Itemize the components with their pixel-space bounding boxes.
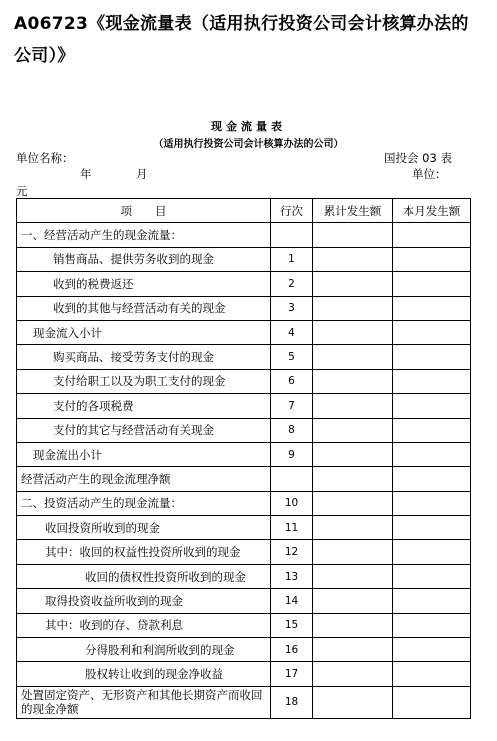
row-current-month-amount[interactable] [393, 662, 471, 686]
row-cumulative-amount[interactable] [313, 564, 393, 588]
row-line-number: 1 [271, 247, 313, 271]
row-line-number: 17 [271, 662, 313, 686]
row-item-label: 其中：收回的权益性投资所收到的现金 [17, 540, 271, 564]
row-cumulative-amount[interactable] [313, 247, 393, 271]
row-current-month-amount[interactable] [393, 320, 471, 344]
row-line-number: 13 [271, 564, 313, 588]
currency-label: 元 [16, 184, 28, 198]
row-current-month-amount[interactable] [393, 467, 471, 491]
row-line-number: 7 [271, 394, 313, 418]
row-item-label: 收到的税费返还 [17, 272, 271, 296]
row-line-number: 9 [271, 442, 313, 466]
row-line-number: 11 [271, 516, 313, 540]
row-item-label: 购买商品、接受劳务支付的现金 [17, 345, 271, 369]
form-number: 国投会 03 表 [384, 151, 452, 165]
table-row [17, 272, 471, 296]
row-cumulative-amount[interactable] [313, 272, 393, 296]
table-row [17, 540, 471, 564]
table-header-row [17, 199, 471, 223]
row-current-month-amount[interactable] [393, 369, 471, 393]
row-current-month-amount[interactable] [393, 345, 471, 369]
row-current-month-amount[interactable] [393, 540, 471, 564]
table-body [17, 223, 471, 718]
table-row [17, 662, 471, 686]
form-subtitle: （适用执行投资公司会计核算办法的公司） [153, 139, 344, 150]
row-current-month-amount[interactable] [393, 686, 471, 718]
table-row [17, 564, 471, 588]
row-cumulative-amount[interactable] [313, 223, 393, 247]
row-cumulative-amount[interactable] [313, 418, 393, 442]
table-row [17, 394, 471, 418]
row-cumulative-amount[interactable] [313, 320, 393, 344]
row-cumulative-amount[interactable] [313, 589, 393, 613]
row-cumulative-amount[interactable] [313, 442, 393, 466]
unit-label: 单位： [412, 167, 447, 181]
table-row [17, 467, 471, 491]
row-item-label: 销售商品、提供劳务收到的现金 [17, 247, 271, 271]
row-line-number: 5 [271, 345, 313, 369]
row-line-number [271, 223, 313, 247]
document-heading: A06723《现金流量表（适用执行投资公司会计核算办法的公司）》 [14, 14, 469, 66]
row-line-number: 8 [271, 418, 313, 442]
cash-flow-table [16, 198, 471, 719]
row-item-label: 二、投资活动产生的现金流量： [17, 491, 271, 515]
row-item-label: 股权转让收到的现金净收益 [17, 662, 271, 686]
row-cumulative-amount[interactable] [313, 491, 393, 515]
table-row [17, 442, 471, 466]
row-current-month-amount[interactable] [393, 296, 471, 320]
row-current-month-amount[interactable] [393, 638, 471, 662]
table-row [17, 418, 471, 442]
row-item-label: 现金流出小计 [17, 442, 271, 466]
table-row [17, 345, 471, 369]
row-item-label: 支付的其它与经营活动有关现金 [17, 418, 271, 442]
row-item-label: 其中：收到的存、贷款利息 [17, 613, 271, 637]
table-row [17, 613, 471, 637]
row-current-month-amount[interactable] [393, 418, 471, 442]
row-cumulative-amount[interactable] [313, 345, 393, 369]
unit-name-label: 单位名称： [16, 151, 74, 165]
row-item-label: 收回投资所收到的现金 [17, 516, 271, 540]
row-item-label: 取得投资收益所收到的现金 [17, 589, 271, 613]
row-current-month-amount[interactable] [393, 272, 471, 296]
table-row [17, 491, 471, 515]
row-cumulative-amount[interactable] [313, 369, 393, 393]
row-cumulative-amount[interactable] [313, 662, 393, 686]
table-row [17, 589, 471, 613]
row-current-month-amount[interactable] [393, 247, 471, 271]
row-item-label: 分得股利和利润所收到的现金 [17, 638, 271, 662]
row-item-label: 收到的其他与经营活动有关的现金 [17, 296, 271, 320]
row-line-number: 12 [271, 540, 313, 564]
row-cumulative-amount[interactable] [313, 467, 393, 491]
table-row [17, 638, 471, 662]
table-row [17, 296, 471, 320]
row-line-number: 6 [271, 369, 313, 393]
row-current-month-amount[interactable] [393, 394, 471, 418]
row-cumulative-amount[interactable] [313, 516, 393, 540]
header-current-month: 本月发生额 [393, 199, 471, 223]
table-row [17, 223, 471, 247]
table-row [17, 369, 471, 393]
row-line-number: 10 [271, 491, 313, 515]
row-item-label: 支付的各项税费 [17, 394, 271, 418]
row-line-number: 16 [271, 638, 313, 662]
row-current-month-amount[interactable] [393, 442, 471, 466]
row-item-label: 处置固定资产、无形资产和其他长期资产而收回的现金净额 [17, 686, 271, 718]
row-line-number [271, 467, 313, 491]
row-cumulative-amount[interactable] [313, 686, 393, 718]
row-current-month-amount[interactable] [393, 613, 471, 637]
row-cumulative-amount[interactable] [313, 540, 393, 564]
form-title: 现金流量表 [211, 120, 286, 133]
table-row [17, 516, 471, 540]
table-row [17, 686, 471, 718]
row-cumulative-amount[interactable] [313, 638, 393, 662]
row-line-number: 15 [271, 613, 313, 637]
row-item-label: 收回的债权性投资所收到的现金 [17, 564, 271, 588]
table-row [17, 320, 471, 344]
row-item-label: 现金流入小计 [17, 320, 271, 344]
row-current-month-amount[interactable] [393, 564, 471, 588]
row-line-number: 4 [271, 320, 313, 344]
row-current-month-amount[interactable] [393, 589, 471, 613]
row-cumulative-amount[interactable] [313, 394, 393, 418]
row-line-number: 3 [271, 296, 313, 320]
row-item-label: 一、经营活动产生的现金流量： [17, 223, 271, 247]
row-item-label: 经营活动产生的现金流理净额 [17, 467, 271, 491]
row-line-number: 14 [271, 589, 313, 613]
header-line-no: 行次 [271, 199, 313, 223]
row-cumulative-amount[interactable] [313, 296, 393, 320]
header-item: 项 目 [17, 199, 271, 223]
row-cumulative-amount[interactable] [313, 613, 393, 637]
row-current-month-amount[interactable] [393, 491, 471, 515]
table-row [17, 247, 471, 271]
row-current-month-amount[interactable] [393, 516, 471, 540]
row-item-label: 支付给职工以及为职工支付的现金 [17, 369, 271, 393]
month-label: 月 [136, 167, 148, 181]
row-line-number: 2 [271, 272, 313, 296]
year-label: 年 [80, 167, 92, 181]
row-line-number: 18 [271, 686, 313, 718]
row-current-month-amount[interactable] [393, 223, 471, 247]
header-cumulative: 累计发生额 [313, 199, 393, 223]
